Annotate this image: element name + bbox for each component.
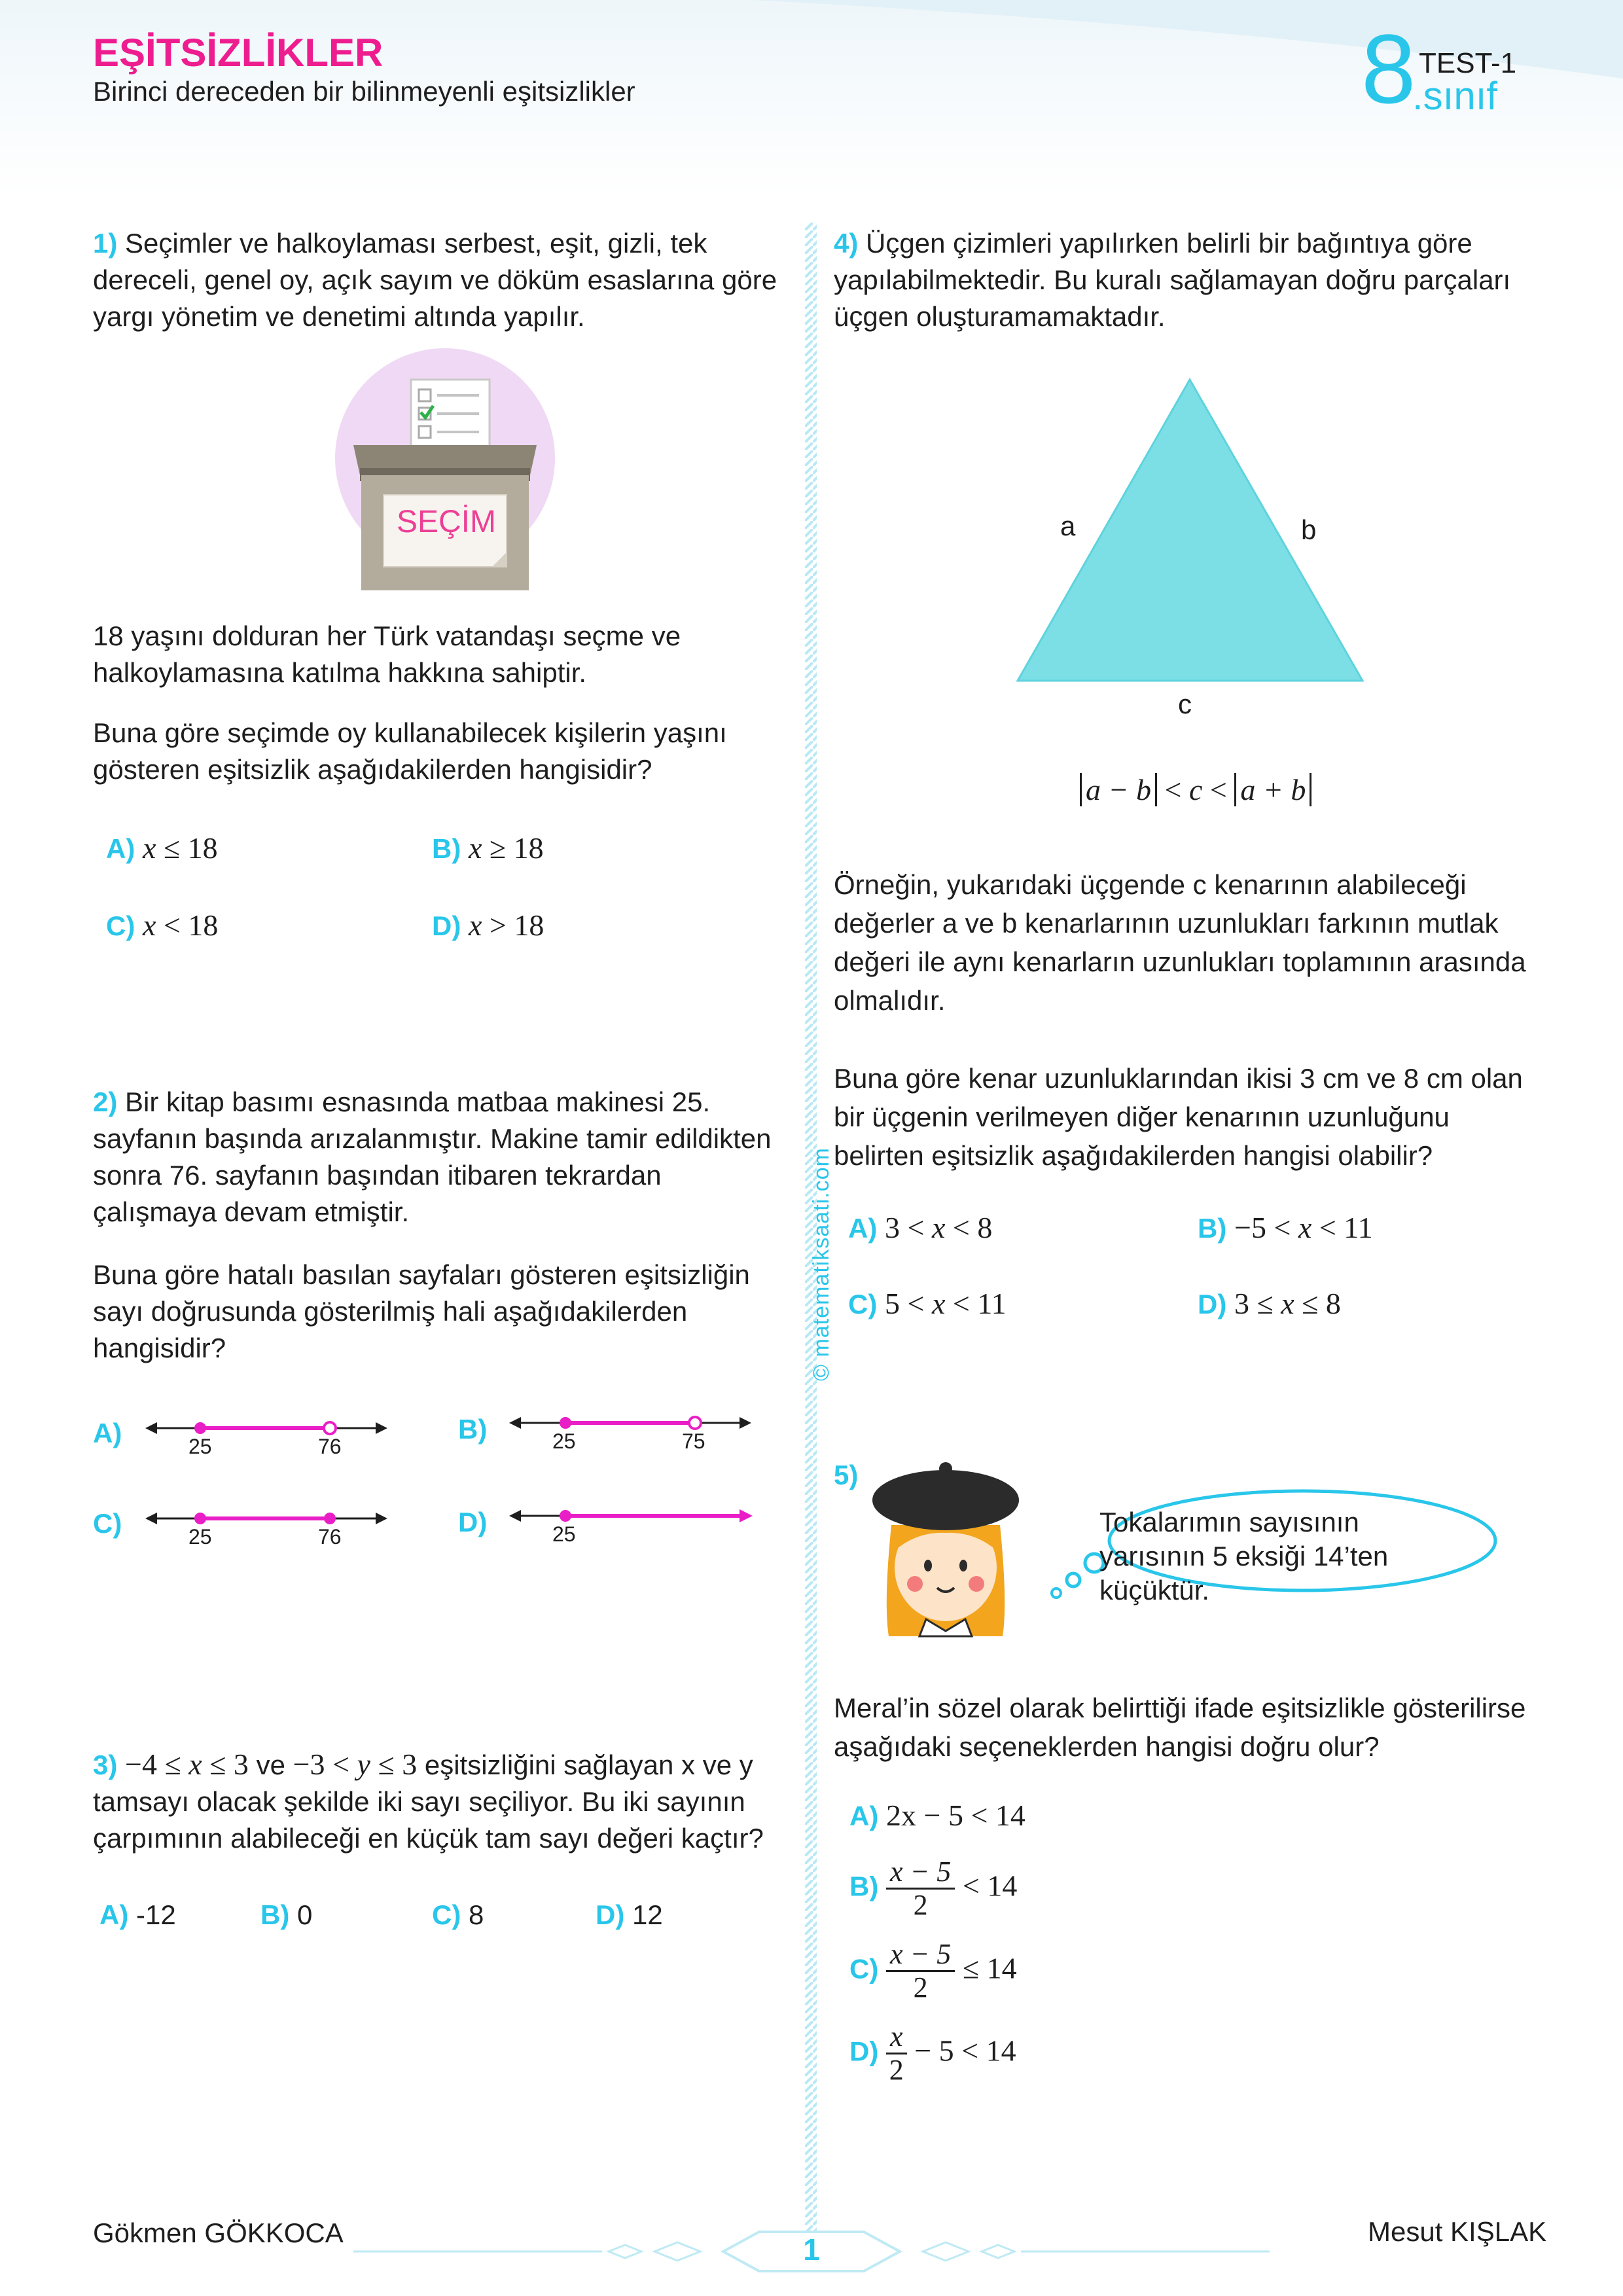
q5-option-d[interactable]: D) $\frac{x}{2}$ − 5 < 14: [849, 2020, 1016, 2086]
triangle-side-b: b: [1301, 514, 1317, 545]
q4-option-c[interactable]: C) 5 < x < 11: [848, 1287, 1007, 1320]
q2-option-b-numberline[interactable]: [508, 1408, 757, 1448]
speech-bubble-text: Tokalarımın sayısının yarısının 5 eksiği 14’ten küçüktür.: [1099, 1507, 1389, 1605]
q3-condition-y: −3 < y ≤ 3: [293, 1748, 418, 1781]
q2-option-b-label[interactable]: B): [458, 1414, 488, 1444]
q1-option-b[interactable]: B) x ≥ 18: [432, 831, 544, 865]
triangle-inequality-formula: a − b < c < a + b: [1080, 772, 1311, 807]
q3-option-d[interactable]: D) 12: [596, 1899, 663, 1930]
q4-number: 4): [834, 228, 859, 259]
q1-option-a[interactable]: A) x ≤ 18: [106, 831, 218, 865]
grade-number: 8: [1361, 14, 1416, 124]
page-title: EŞİTSİZLİKLER: [93, 31, 383, 75]
ballot-box-label: SEÇİM: [397, 505, 497, 539]
test-label: TEST-1: [1419, 47, 1517, 79]
page-number: 1: [803, 2233, 820, 2267]
q2-number: 2): [93, 1086, 118, 1117]
page-subtitle: Birinci dereceden bir bilinmeyenli eşitsizlikler: [93, 76, 635, 107]
q4-option-b[interactable]: B) −5 < x < 11: [1198, 1211, 1373, 1244]
q3-condition-x: −4 ≤ x ≤ 3: [125, 1748, 249, 1781]
q5-number: 5): [834, 1460, 859, 1490]
q2-d-left: 25: [552, 1522, 576, 1546]
triangle-side-a: a: [1060, 511, 1076, 541]
footer-right-author: Mesut KIŞLAK: [1368, 2216, 1547, 2247]
q5-option-b[interactable]: B) $\frac{x - 5}{2}$ < 14: [849, 1856, 1018, 1921]
triangle-side-c: c: [1178, 689, 1192, 719]
q2-c-left: 25: [188, 1525, 212, 1549]
q2-intro: [93, 1084, 787, 1230]
q4-option-a[interactable]: A) 3 < x < 8: [848, 1211, 993, 1244]
q4-option-d[interactable]: D) 3 ≤ x ≤ 8: [1198, 1287, 1341, 1320]
q5-question: Meral’in sözel olarak belirttiği ifade eşitsizlikle gösterilirse aşağıdaki seçeneklerden hangisi doğru olur?: [834, 1693, 1526, 1762]
q4-question: Buna göre kenar uzunluklarından ikisi 3 cm ve 8 cm olan bir üçgenin verilmeyen diğer kenarının uzunluğunu belirten eşitsizlik aşağıdakilerden hangisi olabilir?: [834, 1063, 1523, 1171]
q1-text: Seçimler ve halkoylaması serbest, eşit, gizli, tek dereceli, genel oy, açık sayım ve döküm esaslarına göre yargı yönetim ve denetimi altında yapılır.: [93, 228, 777, 332]
q3-text: 3) −4 ≤ x ≤ 3 ve −3 < y ≤ 3 eşitsizliğini sağlayan x ve y tamsayı olacak şekilde iki sayı seçiliyor. Bu iki sayının çarpımının alabileceği en küçük tam sayı değeri kaçtır?: [93, 1748, 764, 1854]
q3-option-c[interactable]: C) 8: [432, 1899, 484, 1930]
q4-intro: [834, 225, 1547, 335]
q4-explanation: Örneğin, yukarıdaki üçgende c kenarının alabileceği değerler a ve b kenarlarının uzunlukları farkının mutlak değeri ile aynı kenarların uzunlukları toplamının arasında olmalıdır.: [834, 869, 1526, 1016]
q3-option-b[interactable]: B) 0: [260, 1899, 313, 1930]
watermark: © matematiksaati.com: [809, 1147, 834, 1381]
q2-option-d-label[interactable]: D): [458, 1507, 488, 1537]
q2-option-d-numberline[interactable]: [508, 1501, 757, 1541]
q2-a-left: 25: [188, 1435, 212, 1458]
q4-text: Üçgen çizimleri yapılırken belirli bir bağıntıya göre yapılabilmektedir. Bu kuralı sağlamayan doğru parçaları üçgen oluşturamamaktadır.: [834, 228, 1511, 332]
q3-option-a[interactable]: A) -12: [99, 1899, 176, 1930]
girl-avatar: [864, 1460, 1027, 1643]
ballot-box-illustration: [327, 347, 563, 596]
footer-left-author: Gökmen GÖKKOCA: [93, 2217, 344, 2248]
grade-label: .sınıf: [1412, 74, 1498, 118]
q2-b-left: 25: [552, 1429, 576, 1453]
q3-number: 3): [93, 1749, 118, 1780]
q2-c-right: 76: [318, 1525, 342, 1549]
q1-number: 1): [93, 228, 118, 259]
q1-option-d[interactable]: D) x > 18: [432, 908, 544, 942]
q1-context: 18 yaşını dolduran her Türk vatandaşı seçme ve halkoylamasına katılma hakkına sahiptir.: [93, 620, 681, 688]
q2-a-right: 76: [318, 1435, 342, 1458]
q2-option-a-numberline[interactable]: [144, 1414, 393, 1453]
q1-intro: [93, 225, 806, 335]
q2-option-a-label[interactable]: A): [93, 1418, 122, 1448]
q2-text: Bir kitap basımı esnasında matbaa makinesi 25. sayfanın başında arızalanmıştır. Makine tamir edildikten sonra 76. sayfanın başından itibaren tekrardan çalışmaya devam etmiştir.: [93, 1086, 772, 1227]
q2-option-c-numberline[interactable]: [144, 1504, 393, 1543]
q5-option-a[interactable]: A) 2x − 5 < 14: [849, 1799, 1026, 1832]
q2-b-right: 75: [682, 1429, 705, 1453]
q2-question: Buna göre hatalı basılan sayfaları gösteren eşitsizliğin sayı doğrusunda gösterilmiş hali aşağıdakilerden hangisidir?: [93, 1259, 750, 1363]
q2-option-c-label[interactable]: C): [93, 1508, 122, 1539]
q1-option-c[interactable]: C) x < 18: [106, 908, 219, 942]
q5-option-c[interactable]: C) $\frac{x - 5}{2}$ ≤ 14: [849, 1938, 1017, 2003]
q1-question: Buna göre seçimde oy kullanabilecek kişilerin yaşını gösteren eşitsizlik aşağıdakilerden hangisidir?: [93, 717, 727, 785]
